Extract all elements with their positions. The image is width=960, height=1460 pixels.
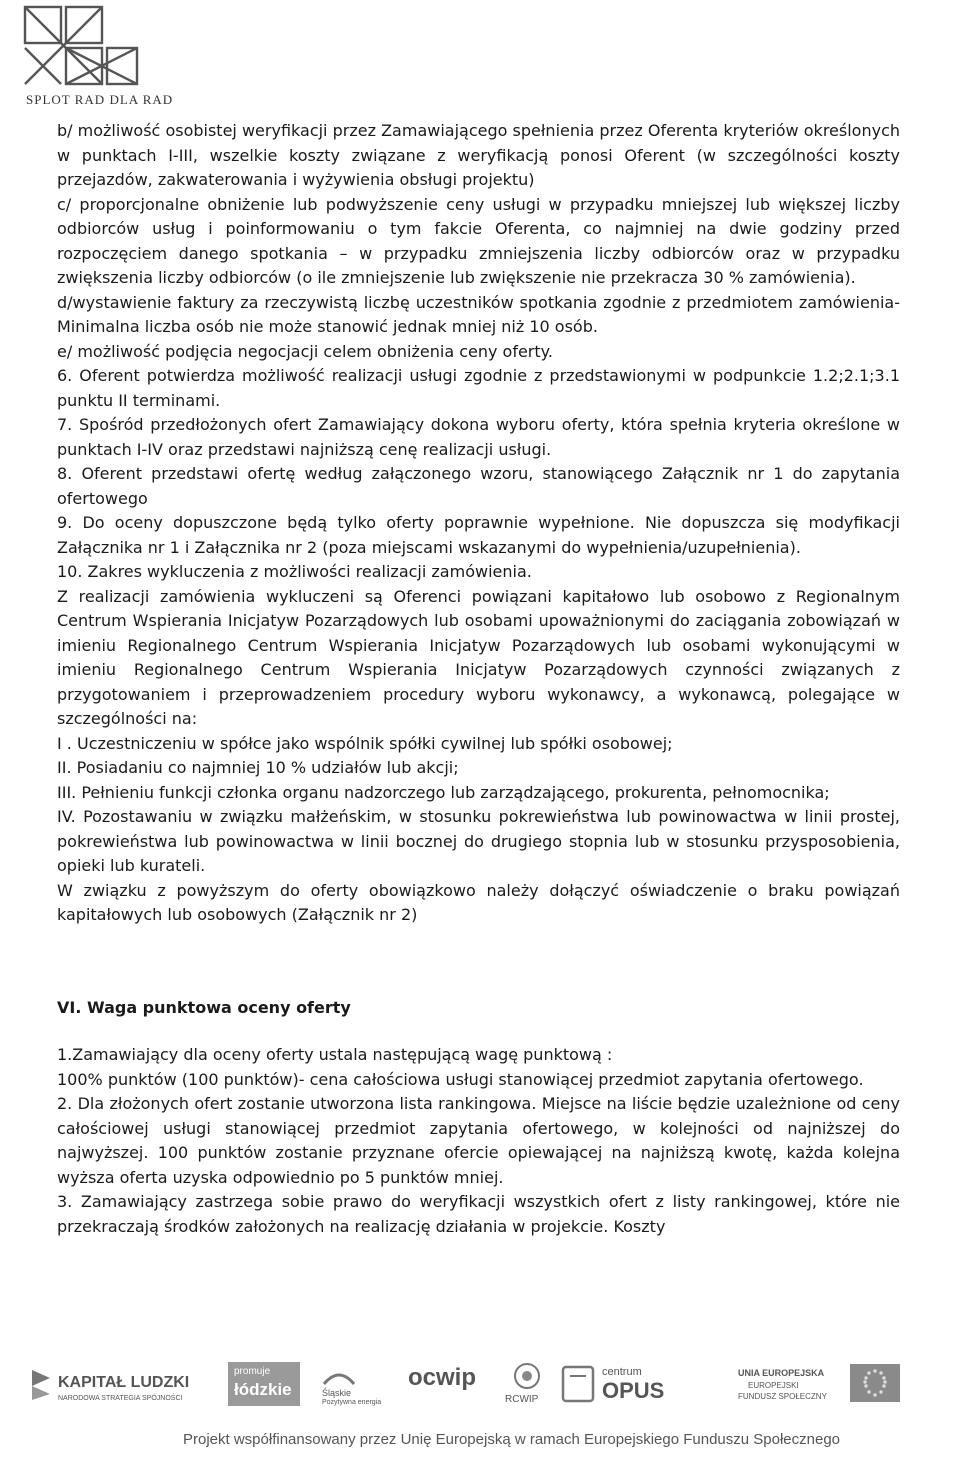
splot-logo-text: SPLOT RAD DLA RAD [26, 92, 174, 107]
ocwip-label: ocwip [408, 1364, 477, 1391]
paragraph: 100% punktów (100 punktów)- cena całościowa usługi stanowiącej przedmiot zapytania ofertowego. [57, 1069, 864, 1089]
paragraph: b/ możliwość osobistej weryfikacji przez Zamawiającego spełnienia przez Oferenta kryteriów określonych w punktach I-III, wszelkie koszty związane z weryfikacją ponosi Oferent (w szczególności koszty przejazdów, zakwaterowania i wyżywienia obsługi projektu) [57, 121, 900, 189]
rcwip-icon [509, 1362, 545, 1390]
eu-line-2: EUROPEJSKI [748, 1381, 799, 1390]
paragraph: W związku z powyższym do oferty obowiązkowo należy dołączyć oświadczenie o braku powiązań kapitałowych lub osobowych (Załącznik nr 2) [57, 880, 900, 924]
slaskie-icon [322, 1366, 356, 1386]
paragraph: c/ proporcjonalne obniżenie lub podwyższenie ceny usługi w przypadku mniejszej lub większej liczby odbiorców usług i poinformowaniu o tym fakcie Oferenta, co najmniej na dwie godziny przed rozpoczęciem danego spotkania – w przypadku zmniejszenia liczby odbiorców oraz w przypadku zwiększenia liczby odbiorców (o ile zmniejszenie lub zwiększenie nie przekracza 30 % zamówienia). [57, 194, 900, 287]
paragraph: I . Uczestniczeniu w spółce jako wspólnik spółki cywilnej lub spółki osobowej; [57, 733, 673, 753]
paragraph: e/ możliwość podjęcia negocjacji celem obniżenia ceny oferty. [57, 341, 553, 361]
splot-logo [22, 4, 192, 108]
kapital-ludzki-subtitle: NARODOWA STRATEGIA SPÓJNOŚCI [58, 1395, 183, 1402]
paragraph: Z realizacji zamówienia wykluczeni są Oferenci powiązani kapitałowo lub osobowo z Regionalnym Centrum Wspierania Inicjatyw Pozarządowych lub osobami upoważnionymi do zaciągania zobowiązań w imieniu Regionalnego Centrum Wspierania Inicjatyw Pozarządowych lub osobami wykonującymi w imieniu Regionalnego Centrum Wspierania Inicjatyw Pozarządowych czynności związanych z przygotowaniem i przeprowadzeniem procedury wyboru wykonawcy, a wykonawcą, polegające w szczególności na: [57, 586, 900, 728]
kapital-ludzki-title: KAPITAŁ LUDZKI [58, 1374, 190, 1391]
eu-line-1: UNIA EUROPEJSKA [738, 1368, 825, 1378]
rcwip-label: RCWIP [505, 1394, 539, 1405]
document-body [57, 119, 900, 1239]
splot-logo-mark [22, 4, 142, 94]
paragraph: 7. Spośród przedłożonych ofert Zamawiający dokona wyboru oferty, która spełnia kryteria określone w punktach I-IV oraz przedstawi najniższą cenę realizacji usługi. [57, 415, 900, 459]
paragraph: 1.Zamawiający dla oceny oferty ustala następującą wagę punktową : [57, 1045, 613, 1064]
footer-funding-text: Projekt współfinansowany przez Unię Europejską w ramach Europejskiego Funduszu Społecznego [183, 1431, 841, 1448]
lodzkie-label: łódzkie [234, 1380, 292, 1399]
promuje-lodzkie-logo [228, 1362, 300, 1406]
section-heading: VI. Waga punktowa oceny oferty [57, 997, 351, 1017]
kapital-ludzki-icon [30, 1368, 52, 1402]
paragraph: 3. Zamawiający zastrzega sobie prawo do weryfikacji wszystkich ofert z listy rankingowej, które nie przekraczają środków założonych na realizację działania w projekcie. Koszty [57, 1192, 900, 1236]
eu-flag-icon [850, 1364, 900, 1402]
opus-icon [560, 1364, 596, 1404]
paragraph: III. Pełnieniu funkcji członka organu nadzorczego lub zarządzającego, prokurenta, pełnomocnika; [57, 782, 830, 802]
paragraph: 9. Do oceny dopuszczone będą tylko oferty poprawnie wypełnione. Nie dopuszcza się modyfikacji Załącznika nr 1 i Załącznika nr 2 (poza miejscami wskazanymi do wypełnienia/uzupełnienia). [57, 513, 900, 557]
paragraph: II. Posiadaniu co najmniej 10 % udziałów lub akcji; [57, 758, 459, 777]
promuje-label: promuje [234, 1366, 271, 1377]
slaskie-title: Śląskie [322, 1388, 352, 1398]
paragraph: 8. Oferent przedstawi ofertę według załączonego wzoru, stanowiącego Załącznik nr 1 do zapytania ofertowego [57, 464, 900, 508]
eu-line-3: FUNDUSZ SPOŁECZNY [738, 1392, 827, 1401]
footer-logos [30, 1358, 930, 1420]
opus-main-label: OPUS [602, 1378, 665, 1403]
paragraph: d/wystawienie faktury za rzeczywistą liczbę uczestników spotkania zgodnie z przedmiotem zamówienia- Minimalna liczba osób nie może stanowić jednak mniej niż 10 osób. [57, 292, 900, 336]
paragraph: IV. Pozostawaniu w związku małżeńskim, w stosunku pokrewieństwa lub powinowactwa w linii prostej, pokrewieństwa lub powinowactwa w linii bocznej do drugiego stopnia lub w stosunku przysposobienia, opieki lub kurateli. [57, 807, 900, 875]
slaskie-subtitle: Pozytywna energia [322, 1399, 382, 1406]
paragraph: 10. Zakres wykluczenia z możliwości realizacji zamówienia. [57, 562, 532, 581]
opus-top-label: centrum [602, 1366, 642, 1378]
paragraph: 2. Dla złożonych ofert zostanie utworzona lista rankingowa. Miejsce na liście będzie uzależnione od ceny całościowej usługi stanowiącej przedmiot zapytania ofertowego, w kolejności od najniższej do najwyższej. 100 punktów zostanie przyznane ofercie opiewającej na najniższą kwotę, każda kolejna wyższa oferta uzyska odpowiednio po 5 punktów mniej. [57, 1094, 900, 1187]
paragraph: 6. Oferent potwierdza możliwość realizacji usługi zgodnie z przedstawionymi w podpunkcie 1.2;2.1;3.1 punktu II terminami. [57, 366, 900, 410]
eu-stars-icon [850, 1364, 900, 1402]
